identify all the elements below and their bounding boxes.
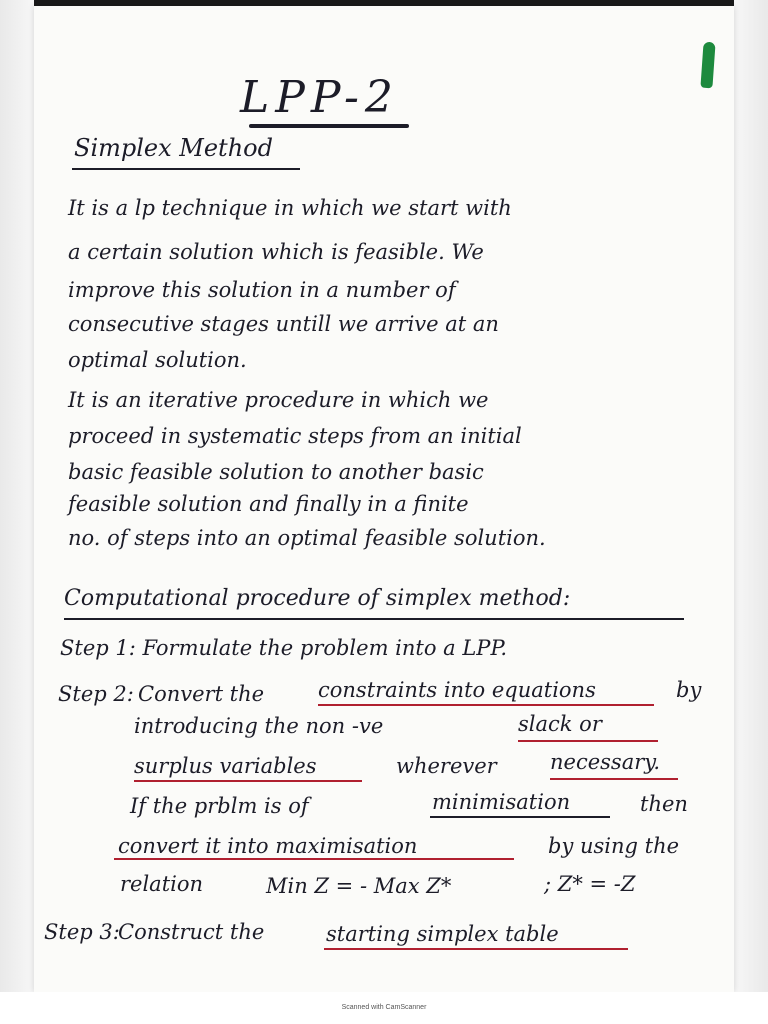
para2-line-5: no. of steps into an optimal feasible solution. <box>68 526 546 550</box>
procedure-heading-underline <box>64 618 684 620</box>
minimisation-underline <box>430 816 610 818</box>
step-3-starting-table: starting simplex table <box>326 922 559 946</box>
step-3-label: Step 3: <box>44 920 120 944</box>
title-underline <box>249 124 409 128</box>
note-relation: relation <box>120 872 204 896</box>
green-pen-mark <box>700 42 715 89</box>
scanner-watermark: Scanned with CamScanner <box>341 1004 427 1011</box>
para1-line-2: a certain solution which is feasible. We <box>68 240 484 264</box>
para2-line-1: It is an iterative procedure in which we <box>68 388 489 412</box>
note-minimisation: minimisation <box>432 790 571 814</box>
step-2-text-a: Convert the <box>138 682 265 706</box>
starting-table-red-underline <box>324 948 628 950</box>
heading-underline <box>72 168 300 170</box>
step-2-necessary: necessary. <box>550 750 661 774</box>
para2-line-4: feasible solution and finally in a finite <box>68 492 469 516</box>
slack-red-underline <box>518 740 658 742</box>
note-line-1: If the prblm is of <box>130 794 309 818</box>
step-2-constraints: constraints into equations <box>318 678 596 702</box>
step-3-text: Construct the <box>118 920 265 944</box>
para1-line-4: consecutive stages untill we arrive at an <box>68 312 499 336</box>
step-2-wherever: wherever <box>396 754 497 778</box>
necessary-red-underline <box>550 778 678 780</box>
notebook-page <box>34 6 734 992</box>
note-relation-formula: Min Z = - Max Z* <box>266 874 452 898</box>
para1-line-1: It is a lp technique in which we start with <box>68 196 512 220</box>
step-2-line-2: introducing the non -ve <box>134 714 384 738</box>
note-relation-z: ; Z* = -Z <box>544 872 636 896</box>
scan-right-margin <box>734 0 768 1000</box>
page-title: LPP-2 <box>240 72 399 123</box>
step-1: Step 1: Formulate the problem into a LPP. <box>60 636 507 660</box>
step-2-label: Step 2: <box>58 682 134 706</box>
scan-left-margin <box>0 0 34 1000</box>
convert-red-underline <box>114 858 514 860</box>
step-2-by: by <box>676 678 702 702</box>
note-then: then <box>640 792 688 816</box>
surplus-red-underline <box>134 780 362 782</box>
section-heading: Simplex Method <box>74 134 273 162</box>
note-line-2: convert it into maximisation <box>118 834 418 858</box>
step-2-slack: slack or <box>518 712 602 736</box>
para2-line-2: proceed in systematic steps from an initial <box>68 424 522 448</box>
para1-line-3: improve this solution in a number of <box>68 278 456 302</box>
constraints-red-underline <box>318 704 654 706</box>
para1-line-5: optimal solution. <box>68 348 247 372</box>
step-2-surplus: surplus variables <box>134 754 317 778</box>
note-by-using: by using the <box>548 834 680 858</box>
para2-line-3: basic feasible solution to another basic <box>68 460 484 484</box>
procedure-heading: Computational procedure of simplex method: <box>64 586 571 611</box>
